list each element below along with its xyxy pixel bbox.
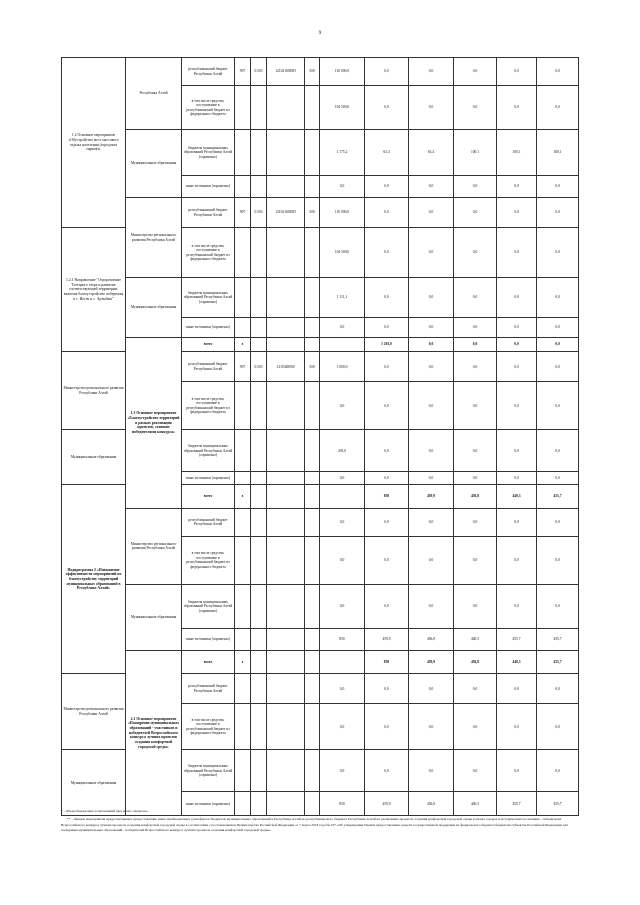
table-cell: Подпрограмма 2 «Повышение эффективности мероприятий по благоустройству территорий муниципальных образований в Республике Алтай» xyxy=(62,485,126,674)
table-cell: 0,0 xyxy=(409,228,454,278)
table-cell xyxy=(305,430,320,472)
table-cell: 0,0 xyxy=(497,430,537,472)
table-cell: 850 xyxy=(365,650,409,673)
table-cell xyxy=(235,704,251,750)
table-cell: Республика Алтай xyxy=(126,58,182,130)
table-cell: бюджеты муниципальных образований Республики Алтай (справочно) xyxy=(182,430,235,472)
table-cell: 1 000,0 xyxy=(320,352,365,382)
table-cell: 0,0 xyxy=(537,352,579,382)
table-cell: в том числе средства, поступившие в республиканский бюджет из федерального бюджета xyxy=(182,382,235,430)
table-cell: 455,7 xyxy=(537,628,579,650)
table-cell xyxy=(267,674,305,704)
table-cell: 0,0 xyxy=(409,86,454,130)
table-cell: 0,0 xyxy=(320,674,365,704)
table-cell: 0,0 xyxy=(454,382,497,430)
table-cell: 0,0 xyxy=(537,278,579,318)
table-cell: 0,0 xyxy=(537,536,579,584)
table-cell xyxy=(305,650,320,673)
table-cell: республиканский бюджет Республики Алтай xyxy=(182,352,235,382)
table-cell: 0,0 xyxy=(454,352,497,382)
table-cell: 63,4 xyxy=(409,130,454,176)
table-cell: 440,3 xyxy=(454,628,497,650)
table-cell: 907 xyxy=(235,58,251,86)
table-cell: 440,3 xyxy=(497,485,537,508)
table-cell: 0,0 xyxy=(537,176,579,198)
table-cell xyxy=(251,704,267,750)
table-cell: 0,0 xyxy=(454,674,497,704)
table-cell xyxy=(235,176,251,198)
table-cell: 1210216083П xyxy=(267,198,305,228)
table-cell: в том числе средства, поступившие в республиканский бюджет из федерального бюджета xyxy=(182,536,235,584)
table-cell xyxy=(305,382,320,430)
table-cell: в том числе средства, поступившие в республиканский бюджет из федерального бюджета xyxy=(182,86,235,130)
table-cell xyxy=(235,584,251,628)
footnote-1: * - Объем бюджетных ассигнований прогнозно справочно. xyxy=(61,809,149,813)
table-cell: 100,1 xyxy=(497,130,537,176)
table-cell: 0,0 xyxy=(537,704,579,750)
table-cell: 0.503 xyxy=(251,198,267,228)
table-cell: 0,0 xyxy=(320,318,365,338)
table-cell: Министерство регионального развития Республики Алтай xyxy=(62,674,126,750)
table-cell xyxy=(305,338,320,352)
page-number: 9 xyxy=(318,31,322,36)
table-cell xyxy=(251,86,267,130)
budget-table xyxy=(61,57,579,816)
table-cell: 440,3 xyxy=(454,792,497,816)
table-cell: 0,0 xyxy=(454,86,497,130)
table-cell xyxy=(235,86,251,130)
table-row xyxy=(62,508,579,536)
table-cell: 0,0 xyxy=(409,704,454,750)
table-cell xyxy=(267,228,305,278)
table-cell xyxy=(320,650,365,673)
table-cell xyxy=(251,472,267,485)
table-cell xyxy=(251,750,267,792)
table-cell: 0,0 xyxy=(320,704,365,750)
table-cell: 0,0 xyxy=(537,674,579,704)
table-row xyxy=(62,584,579,628)
table-cell xyxy=(267,430,305,472)
table-cell: 1210348000 xyxy=(267,352,305,382)
table-cell: 850 xyxy=(365,485,409,508)
table-cell xyxy=(267,176,305,198)
table-row xyxy=(62,338,579,352)
table-cell xyxy=(320,485,365,508)
table-cell: 63,4 xyxy=(365,130,409,176)
footnote-2: ** - Данные мероприятия предусматривают предоставление иных межбюджетных трансфертов бюджетам муниципальных образований в Республике Алтай из республиканского бюджета Республики Алтай на реализацию проектов создания комфортной городской среды в малых городах и исторических поселениях - победителях Всероссийского конкурса лучших проектов создания комфортной городской среды в соответствии с постановлением Правительства Российской Федерации от 7 марта 2018 года № 237 «Об утверждении Правил предоставления средств государственной поддержки из федерального бюджета бюджетам субъектов Российской Федерации для поощрения муниципальных образований - победителей Всероссийского конкурса лучших проектов создания комфортной городской среды». xyxy=(61,817,568,832)
table-cell: 0,0 xyxy=(497,472,537,485)
table-cell xyxy=(235,508,251,536)
table-cell xyxy=(251,430,267,472)
table-cell: иные источники (справочно) xyxy=(182,792,235,816)
table-cell: 0,0 xyxy=(497,338,537,352)
table-cell: 0,0 xyxy=(320,536,365,584)
table-cell: 455,7 xyxy=(537,650,579,673)
table-cell: 0,0 xyxy=(497,176,537,198)
table-cell: 0,0 xyxy=(365,198,409,228)
table-cell xyxy=(235,382,251,430)
table-cell: 0,0 xyxy=(409,338,454,352)
table-cell: 500 xyxy=(305,198,320,228)
table-cell xyxy=(235,318,251,338)
table-cell xyxy=(267,86,305,130)
table-cell: 0,0 xyxy=(454,584,497,628)
table-cell: бюджеты муниципальных образований Республики Алтай (справочно) xyxy=(182,584,235,628)
table-cell: 0,0 xyxy=(365,584,409,628)
table-cell: 0.503 xyxy=(251,58,267,86)
table-cell xyxy=(267,278,305,318)
table-cell: 1.3 Основное мероприятие «Благоустройство территорий в рамках реализации проектов, ставших победителями конкурса» xyxy=(126,338,182,509)
table-cell: 0,0 xyxy=(497,58,537,86)
table-cell: 0,0 xyxy=(497,382,537,430)
table-cell xyxy=(305,130,320,176)
table-cell: 0,0 xyxy=(320,382,365,430)
table-cell: 455,7 xyxy=(537,485,579,508)
table-cell: бюджеты муниципальных образований Республики Алтай (справочно) xyxy=(182,278,235,318)
table-cell xyxy=(267,508,305,536)
table-cell: 0,0 xyxy=(454,278,497,318)
table-cell: 110 000,0 xyxy=(320,198,365,228)
table-cell xyxy=(235,536,251,584)
table-cell: 0,0 xyxy=(454,430,497,472)
table-cell xyxy=(305,674,320,704)
table-cell: 850 xyxy=(320,628,365,650)
table-cell xyxy=(235,278,251,318)
table-cell: 850 xyxy=(320,792,365,816)
table-cell: всего xyxy=(182,650,235,673)
table-cell xyxy=(251,382,267,430)
table-cell xyxy=(305,584,320,628)
table-cell xyxy=(251,228,267,278)
table-cell xyxy=(267,704,305,750)
table-cell: 0,0 xyxy=(454,750,497,792)
table-cell: 0,0 xyxy=(454,536,497,584)
table-cell xyxy=(251,278,267,318)
table-cell: 0,0 xyxy=(409,176,454,198)
table-cell: 0,0 xyxy=(537,508,579,536)
table-cell: Муниципальные образования xyxy=(126,278,182,338)
table-cell: 459,9 xyxy=(365,792,409,816)
table-cell: 0,0 xyxy=(365,750,409,792)
table-cell xyxy=(305,750,320,792)
table-cell: 104 500,0 xyxy=(320,228,365,278)
table-cell xyxy=(267,472,305,485)
table-cell: 0,0 xyxy=(409,58,454,86)
table-cell: 1 111,1 xyxy=(320,278,365,318)
table-cell: x xyxy=(235,650,251,673)
table-cell: Муниципальные образования xyxy=(62,430,126,485)
table-cell: 0,0 xyxy=(365,536,409,584)
table-cell: 0.503 xyxy=(251,352,267,382)
table-cell xyxy=(267,628,305,650)
table-cell: 0,0 xyxy=(409,198,454,228)
table-cell: 0,0 xyxy=(365,228,409,278)
table-cell: 0,0 xyxy=(454,338,497,352)
table-cell xyxy=(305,508,320,536)
table-cell: республиканский бюджет Республики Алтай xyxy=(182,198,235,228)
table-cell: Муниципальные образования xyxy=(62,750,126,816)
table-cell xyxy=(251,338,267,352)
table-cell xyxy=(267,536,305,584)
table-row xyxy=(62,650,579,673)
table-cell xyxy=(305,472,320,485)
table-cell: 907 xyxy=(235,198,251,228)
table-cell: 0,0 xyxy=(365,58,409,86)
table-cell: 0,0 xyxy=(454,228,497,278)
table-cell: 0,0 xyxy=(365,508,409,536)
table-cell: всего xyxy=(182,338,235,352)
table-cell: республиканский бюджет Республики Алтай xyxy=(182,58,235,86)
table-cell xyxy=(267,338,305,352)
table-cell: x xyxy=(235,338,251,352)
table-cell: 0,0 xyxy=(497,536,537,584)
table-cell: 0,0 xyxy=(365,318,409,338)
table-cell: 456,8 xyxy=(409,792,454,816)
table-cell xyxy=(235,674,251,704)
table-cell: 0,0 xyxy=(454,318,497,338)
table-cell: 455,7 xyxy=(497,628,537,650)
table-cell xyxy=(305,704,320,750)
table-cell: республиканский бюджет Республики Алтай xyxy=(182,508,235,536)
table-cell: 456,8 xyxy=(454,650,497,673)
table-cell: Муниципальные образования xyxy=(126,584,182,650)
table-cell xyxy=(251,318,267,338)
table-cell: 0,0 xyxy=(537,584,579,628)
table-cell: 0,0 xyxy=(409,750,454,792)
table-cell: 500 xyxy=(305,352,320,382)
table-cell: 0,0 xyxy=(409,382,454,430)
table-cell: иные источники (справочно) xyxy=(182,628,235,650)
table-cell: 0,0 xyxy=(497,508,537,536)
table-cell: 0,0 xyxy=(497,228,537,278)
table-cell: 455,7 xyxy=(497,792,537,816)
table-cell: 0,0 xyxy=(409,430,454,472)
table-cell xyxy=(267,485,305,508)
table-cell: 0,0 xyxy=(365,674,409,704)
table-cell: 100,1 xyxy=(454,130,497,176)
table-cell: бюджеты муниципальных образований Республики Алтай (справочно) xyxy=(182,750,235,792)
table-cell: 0,0 xyxy=(497,318,537,338)
table-cell: x xyxy=(235,485,251,508)
table-cell xyxy=(235,430,251,472)
table-cell: 0,0 xyxy=(454,472,497,485)
table-cell: в том числе средства, поступившие в республиканский бюджет из федерального бюджета xyxy=(182,704,235,750)
table-cell: 0,0 xyxy=(365,430,409,472)
table-cell: 0,0 xyxy=(497,352,537,382)
table-cell: 0,0 xyxy=(365,176,409,198)
table-cell: бюджеты муниципальных образований Республики Алтай (справочно) xyxy=(182,130,235,176)
table-cell: 0,0 xyxy=(497,198,537,228)
table-cell xyxy=(251,650,267,673)
table-cell: 0,0 xyxy=(537,86,579,130)
table-row xyxy=(62,130,579,176)
table-cell: Министерство регионального развития Республики Алтай xyxy=(62,352,126,430)
table-cell: 110 000,0 xyxy=(320,58,365,86)
table-cell: 0,0 xyxy=(365,278,409,318)
table-cell xyxy=(251,536,267,584)
table-cell xyxy=(305,318,320,338)
table-cell: республиканский бюджет Республики Алтай xyxy=(182,674,235,704)
table-cell xyxy=(251,674,267,704)
table-cell: 456,8 xyxy=(454,485,497,508)
table-row xyxy=(62,58,579,86)
table-cell: 203,0 xyxy=(320,430,365,472)
table-cell: 0,0 xyxy=(365,86,409,130)
table-cell: 1210216083П xyxy=(267,58,305,86)
table-cell: иные источники (справочно) xyxy=(182,176,235,198)
table-cell: 0,0 xyxy=(320,176,365,198)
table-cell xyxy=(267,584,305,628)
table-cell xyxy=(305,86,320,130)
table-cell xyxy=(235,628,251,650)
table-cell: 0,0 xyxy=(537,430,579,472)
table-cell xyxy=(267,382,305,430)
table-cell xyxy=(267,130,305,176)
table-cell: 459,9 xyxy=(409,485,454,508)
table-cell: 0,0 xyxy=(409,318,454,338)
table-cell: 0,0 xyxy=(409,472,454,485)
table-cell: 0,0 xyxy=(537,750,579,792)
table-cell: 0,0 xyxy=(454,198,497,228)
table-cell: 0,0 xyxy=(497,674,537,704)
table-cell xyxy=(320,338,365,352)
table-cell: 0,0 xyxy=(320,508,365,536)
table-cell xyxy=(235,228,251,278)
table-cell: 0,0 xyxy=(365,352,409,382)
table-cell xyxy=(267,318,305,338)
table-cell: 0,0 xyxy=(454,176,497,198)
table-cell: 0,0 xyxy=(409,536,454,584)
table-cell xyxy=(305,628,320,650)
table-row xyxy=(62,198,579,228)
table-cell: 0,0 xyxy=(537,228,579,278)
table-cell: 0,0 xyxy=(537,58,579,86)
table-cell: 0,0 xyxy=(365,382,409,430)
table-cell: всего xyxy=(182,485,235,508)
table-cell: Муниципальные образования xyxy=(126,130,182,198)
table-cell: 100,1 xyxy=(537,130,579,176)
table-row xyxy=(62,278,579,318)
table-cell xyxy=(235,472,251,485)
table-cell xyxy=(305,485,320,508)
table-cell: 104 500,0 xyxy=(320,86,365,130)
table-cell: 907 xyxy=(235,352,251,382)
footnotes xyxy=(61,809,578,836)
table-cell xyxy=(305,228,320,278)
table-cell: 0,0 xyxy=(320,472,365,485)
table-cell xyxy=(251,584,267,628)
table-cell: 0,0 xyxy=(409,584,454,628)
table-cell: 0,0 xyxy=(409,508,454,536)
table-cell: 1 203,0 xyxy=(365,338,409,352)
table-cell xyxy=(235,750,251,792)
table-cell xyxy=(251,130,267,176)
table-cell: 2.1 Основное мероприятие «Поощрение муниципальных образований - участников и победителей Всероссийского конкурса лучших проектов создания комфортной городской среды» xyxy=(126,650,182,815)
table-cell: 0,0 xyxy=(409,278,454,318)
table-cell: 1.2 Основное мероприятие «Обустройство мест массового отдыха населения (городских парков)» xyxy=(62,58,126,228)
table-cell: 0,0 xyxy=(497,278,537,318)
table-cell xyxy=(235,130,251,176)
table-cell: 0,0 xyxy=(454,508,497,536)
table-cell: 0,0 xyxy=(537,318,579,338)
table-cell: в том числе средства, поступившие в республиканский бюджет из федерального бюджета xyxy=(182,228,235,278)
table-cell: 0,0 xyxy=(320,584,365,628)
table-cell: иные источники (справочно) xyxy=(182,472,235,485)
table-cell: 500 xyxy=(305,58,320,86)
table-cell xyxy=(305,536,320,584)
table-cell: Министерство регионального развития Республики Алтай xyxy=(126,508,182,584)
table-cell: 0,0 xyxy=(497,86,537,130)
table-cell xyxy=(267,750,305,792)
table-cell xyxy=(251,485,267,508)
table-cell: 0,0 xyxy=(365,704,409,750)
table-cell: 0,0 xyxy=(497,750,537,792)
table-cell: 0,0 xyxy=(454,704,497,750)
table-cell: 0,0 xyxy=(537,198,579,228)
table-cell xyxy=(251,628,267,650)
table-cell: 1.2.1 Направление "Оздоровление Телецкого озера и развитие соответствующей территории, включая благоустройство побережья в с. Иогач и с. Артыбаш" xyxy=(62,228,126,352)
table-cell xyxy=(251,508,267,536)
table-cell xyxy=(267,650,305,673)
table-cell: 0,0 xyxy=(537,472,579,485)
table-cell xyxy=(251,176,267,198)
table-cell: 0,0 xyxy=(320,750,365,792)
table-cell xyxy=(305,176,320,198)
table-cell: Министерство регионального развития Республики Алтай xyxy=(126,198,182,278)
table-cell: иные источники (справочно) xyxy=(182,318,235,338)
table-cell: 0,0 xyxy=(497,704,537,750)
table-cell: 459,9 xyxy=(365,628,409,650)
table-cell: 0,0 xyxy=(409,674,454,704)
table-cell: 0,0 xyxy=(454,58,497,86)
table-cell: 456,8 xyxy=(409,628,454,650)
table-cell: 440,3 xyxy=(497,650,537,673)
table-cell: 1 175,2 xyxy=(320,130,365,176)
table-cell: 459,9 xyxy=(409,650,454,673)
table-cell: 0,0 xyxy=(537,382,579,430)
table-cell: 0,0 xyxy=(537,338,579,352)
table-cell xyxy=(305,278,320,318)
table-cell: 0,0 xyxy=(497,584,537,628)
table-cell: 0,0 xyxy=(365,472,409,485)
table-cell: 455,7 xyxy=(537,792,579,816)
table-cell: 0,0 xyxy=(409,352,454,382)
